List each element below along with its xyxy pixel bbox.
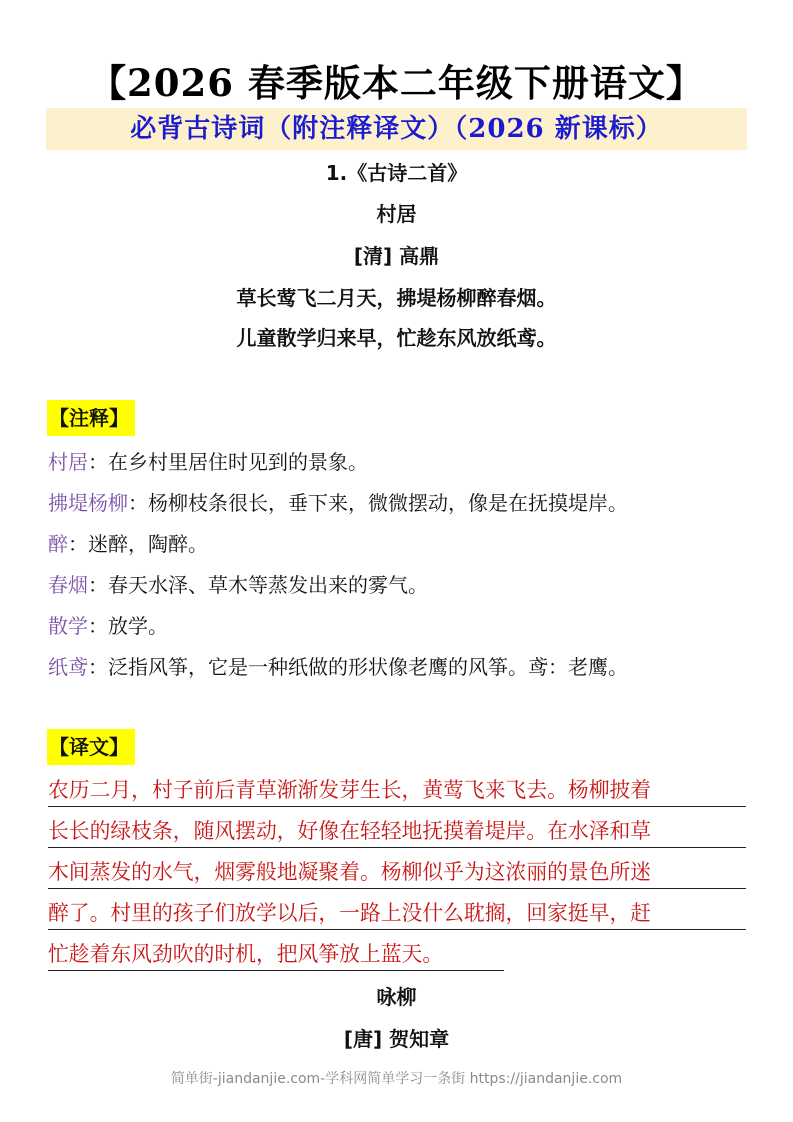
note-colon: ： <box>88 614 108 638</box>
page-title: 【2026 春季版本二年级下册语文】 <box>89 61 704 105</box>
translation-line: 农历二月，村子前后青草渐渐发芽生长，黄莺飞来飞去。杨柳披着 <box>48 776 746 807</box>
subtitle-text: 必背古诗词（附注释译文）（2026 新课标） <box>130 114 663 144</box>
note-text: 放学。 <box>108 614 168 638</box>
poem-line-1: 草长莺飞二月天，拂堤杨柳醉春烟。 <box>236 286 557 310</box>
note-item <box>48 571 428 599</box>
note-text: 泛指风筝，它是一种纸做的形状像老鹰的风筝。鸢：老鹰。 <box>108 655 628 679</box>
note-item <box>48 653 628 681</box>
translation-badge: 【译文】 <box>47 729 135 765</box>
note-term: 纸鸢 <box>48 655 88 679</box>
translation-line: 忙趁着东风劲吹的时机，把风筝放上蓝天。 <box>48 940 504 971</box>
note-term: 拂堤杨柳 <box>48 491 128 515</box>
poem-title-cunju: 村居 <box>376 202 417 226</box>
note-item <box>48 489 628 517</box>
note-colon: ： <box>88 655 108 679</box>
note-colon: ： <box>88 573 108 597</box>
note-colon: ： <box>68 532 88 556</box>
note-text: 在乡村里居住时见到的景象。 <box>108 450 368 474</box>
note-term: 散学 <box>48 614 88 638</box>
note-item <box>48 612 168 640</box>
note-text: 迷醉，陶醉。 <box>88 532 208 556</box>
note-item <box>48 530 208 558</box>
poem-line-2: 儿童散学归来早，忙趁东风放纸鸢。 <box>236 326 557 350</box>
note-term: 春烟 <box>48 573 88 597</box>
poem-author-cunju: [清] 高鼎 <box>353 244 440 268</box>
notes-badge: 【注释】 <box>47 400 135 436</box>
poem-title-yongliu: 咏柳 <box>376 985 417 1009</box>
note-text: 春天水泽、草木等蒸发出来的雾气。 <box>108 573 428 597</box>
note-term: 醉 <box>48 532 68 556</box>
footer-watermark: 简单街-jiandanjie.com-学科网简单学习一条街 https://jiandanjie.com <box>170 1071 623 1087</box>
translation-line: 醉了。村里的孩子们放学以后，一路上没什么耽搁，回家挺早，赶 <box>48 899 746 930</box>
note-colon: ： <box>88 450 108 474</box>
translation-line: 木间蒸发的水气，烟雾般地凝聚着。杨柳似乎为这浓丽的景色所迷 <box>48 858 746 889</box>
translation-line: 长长的绿枝条，随风摆动，好像在轻轻地抚摸着堤岸。在水泽和草 <box>48 817 746 848</box>
note-term: 村居 <box>48 450 88 474</box>
note-colon: ： <box>128 491 148 515</box>
lesson-heading: 1.《古诗二首》 <box>325 161 468 185</box>
subtitle-banner <box>46 108 747 150</box>
poem-author-yongliu: [唐] 贺知章 <box>343 1027 450 1051</box>
note-item <box>48 448 368 476</box>
note-text: 杨柳枝条很长，垂下来，微微摆动，像是在抚摸堤岸。 <box>148 491 628 515</box>
